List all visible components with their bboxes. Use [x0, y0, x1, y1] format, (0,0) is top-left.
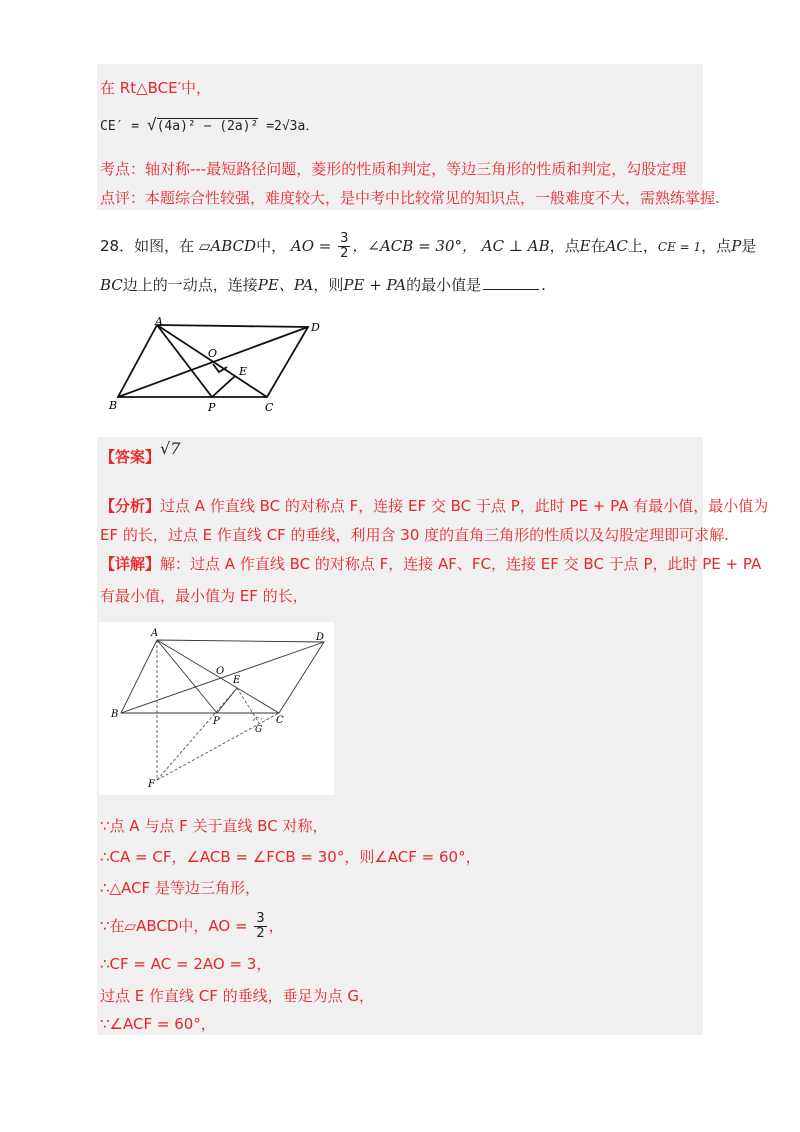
sum-expr: PE + PA: [343, 276, 407, 294]
label-c: C: [265, 401, 274, 414]
angle-expr: ，∠ACB = 30°，: [352, 237, 477, 255]
step-4-fraction: [254, 912, 266, 941]
analysis-line-1: [100, 494, 768, 518]
point-e: E: [579, 237, 591, 255]
segment-ac: AC: [605, 237, 628, 255]
step-2: ∴CA = CF，∠ACB = ∠FCB = 30°，则∠ACF = 60°，: [100, 848, 481, 866]
formula-lhs: CE′ =: [100, 119, 140, 134]
q-text: 上，: [627, 237, 658, 255]
label-p: P: [208, 401, 216, 414]
label-f-2: F: [148, 779, 155, 790]
q-text: ，点: [701, 237, 732, 255]
ce-formula: CE′ = √(4a)² − (2a)² =2√3a．: [100, 115, 319, 134]
label-d-2: D: [316, 632, 325, 643]
step-4-end: ，: [268, 917, 284, 935]
kaodian-line: 考点：轴对称---最短路径问题，菱形的性质和判定，等边三角形的性质和判定，勾股定理: [100, 160, 687, 178]
label-a-2: A: [151, 628, 159, 639]
q-text: 如图，在: [134, 237, 195, 255]
question-number: 28．: [100, 237, 135, 255]
frac-den: 2: [340, 246, 349, 261]
ce-expr: CE = 1: [657, 240, 702, 254]
segment-bc: BC: [100, 276, 123, 294]
q-text: ，则: [313, 276, 344, 294]
pingping-line: 点评：本题综合性较强，难度较大，是中考中比较常见的知识点，一般难度不大，需熟练掌握.: [100, 189, 720, 207]
pe-pa-expr: PE、PA: [257, 276, 314, 294]
q-text: ，点: [549, 237, 580, 255]
rt-triangle-line: 在 Rt△BCE′中，: [100, 79, 211, 97]
q-text: 的最小值是: [406, 276, 482, 294]
solution-figure: [99, 622, 334, 795]
answer-line: [100, 439, 181, 469]
label-o: O: [208, 347, 218, 360]
answer-blank: [483, 289, 539, 290]
label-b-2: B: [111, 709, 119, 720]
label-a: A: [155, 315, 163, 328]
question-line-1: [100, 232, 756, 261]
detail-line-1: [100, 552, 761, 576]
ao-fraction: [338, 232, 350, 261]
frac-den: 2: [256, 926, 265, 941]
label-c-2: C: [276, 715, 284, 726]
label-e: E: [239, 365, 248, 378]
q-text: 在: [590, 237, 606, 255]
q-text: 中，: [256, 237, 287, 255]
answer-tag: 【答案】: [100, 448, 161, 466]
step-3: ∴△ACF 是等边三角形，: [100, 879, 260, 897]
label-d: D: [311, 321, 320, 334]
detail-tag: 【详解】: [100, 555, 161, 573]
step-1: ∵点 A 与点 F 关于直线 BC 对称，: [100, 817, 328, 835]
label-o-2: O: [216, 666, 225, 677]
step-7: ∵∠ACF = 60°，: [100, 1015, 216, 1033]
label-e-2: E: [233, 675, 241, 686]
label-p-2: P: [213, 716, 220, 727]
parallelogram-symbol: ▱ABCD: [198, 237, 257, 255]
detail-text: 解：过点 A 作直线 BC 的对称点 F，连接 AF、FC，连接 EF 交 BC 于点 P，此时 PE + PA: [160, 555, 762, 573]
parallelogram-figure: [105, 315, 335, 415]
frac-num: 3: [256, 911, 265, 926]
q-text: 边上的一动点，连接: [122, 276, 258, 294]
step-4: [100, 912, 284, 941]
step-5: ∴CF = AC = 2AO = 3，: [100, 955, 272, 973]
q-text: 是: [741, 237, 757, 255]
label-g-2: G: [255, 725, 263, 735]
detail-line-2: 有最小值，最小值为 EF 的长，: [100, 587, 308, 605]
analysis-tag: 【分析】: [100, 497, 161, 515]
formula-radicand: (4a)² − (2a)²: [156, 119, 259, 134]
solution-figure-frame: [99, 622, 334, 795]
frac-num: 3: [340, 231, 349, 246]
step-4-text: ∵在▱ABCD中，AO =: [100, 917, 248, 935]
step-6: 过点 E 作直线 CF 的垂线，垂足为点 G，: [100, 987, 375, 1005]
label-b: B: [109, 399, 118, 412]
question-line-2: [100, 273, 546, 297]
ao-expr: AO =: [290, 237, 332, 255]
analysis-line-2: EF 的长，过点 E 作直线 CF 的垂线，利用含 30 度的直角三角形的性质以及勾股定理即可求解.: [100, 526, 729, 544]
q-text: .: [541, 276, 546, 294]
perp-expr: AC ⊥ AB: [481, 237, 550, 255]
point-p: P: [731, 237, 742, 255]
answer-value: √7: [160, 439, 181, 458]
formula-rhs: =2√3a．: [266, 119, 319, 134]
analysis-text: 过点 A 作直线 BC 的对称点 F，连接 EF 交 BC 于点 P，此时 PE + PA 有最小值，最小值为: [160, 497, 769, 515]
